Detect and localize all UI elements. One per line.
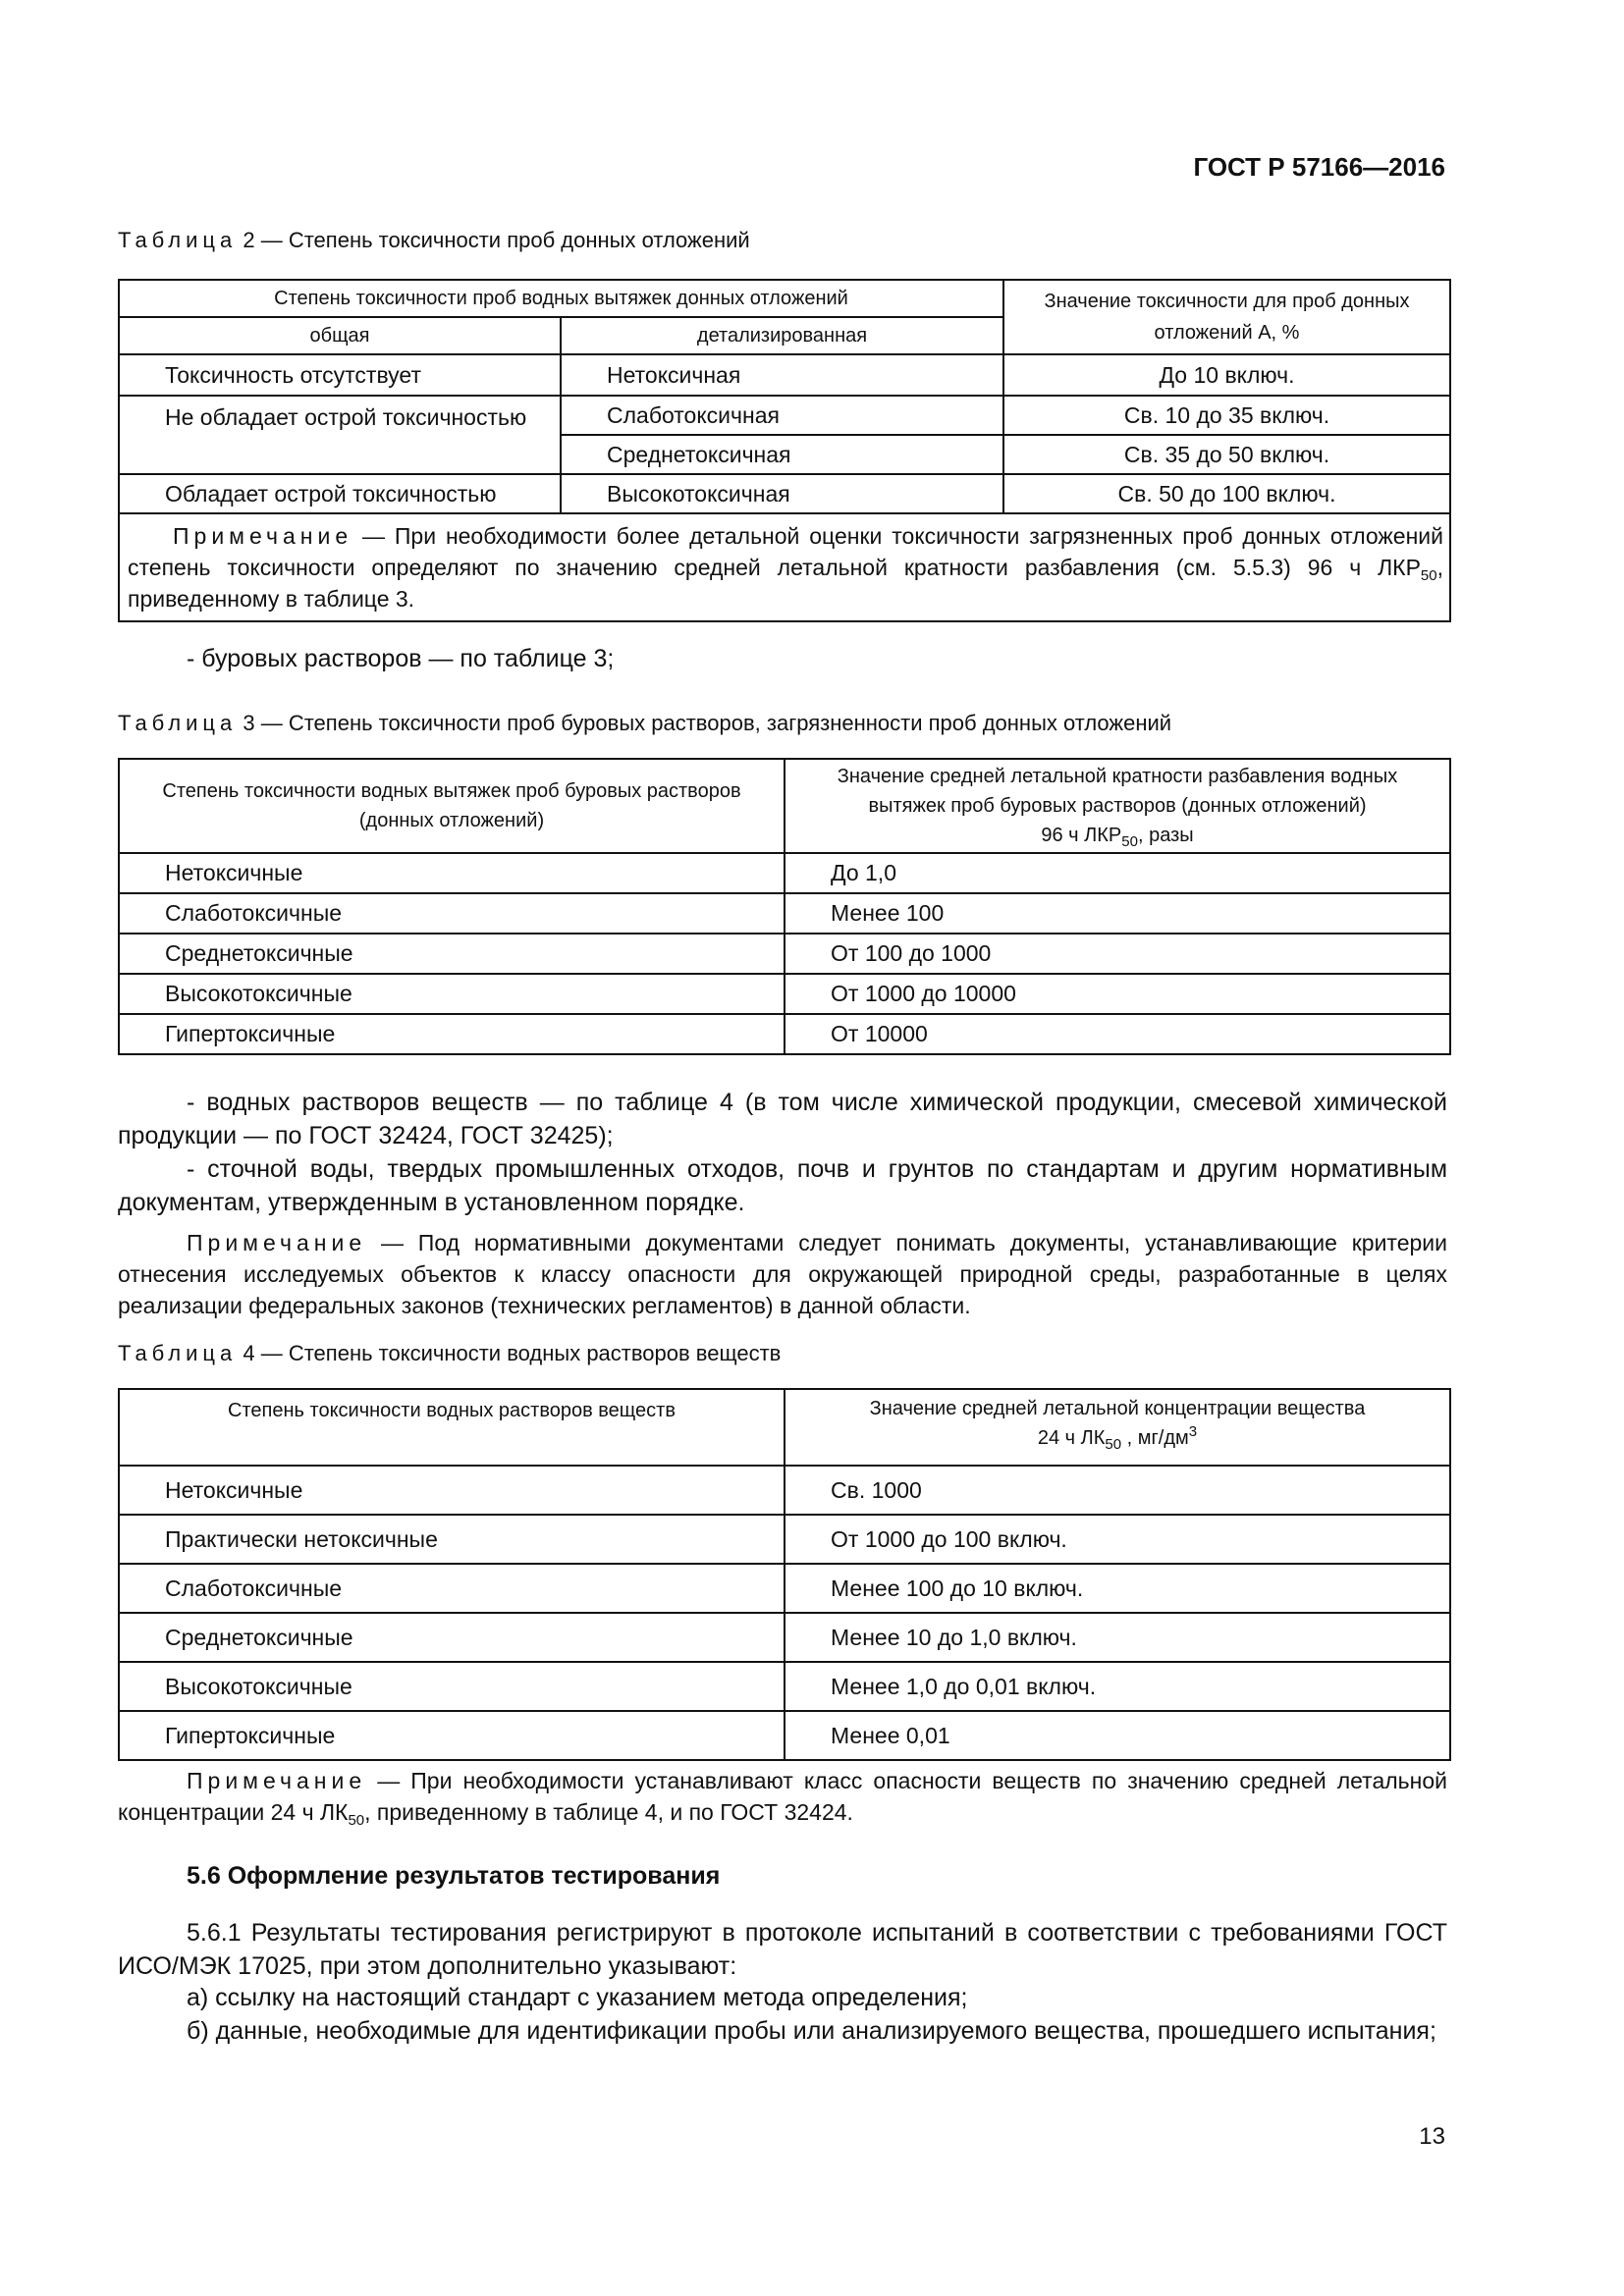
table3-head-degree: Степень токсичности водных вытяжек проб буровых растворов (донных отложений) <box>119 759 785 853</box>
table3-cell-value: До 1,0 <box>785 853 1450 893</box>
table3-cell-degree: Гипертоксичные <box>119 1014 785 1054</box>
table2-head-group: Степень токсичности проб водных вытяжек донных отложений <box>119 280 1003 317</box>
table3-cell-degree: Среднетоксичные <box>119 934 785 974</box>
table2-head-value: Значение токсичности для проб донных отложений А, % <box>1003 280 1450 354</box>
table4-cell-degree: Высокотоксичные <box>119 1662 785 1711</box>
table2-head-general: общая <box>119 317 561 354</box>
table-row <box>119 853 1450 893</box>
table3-caption <box>118 711 1171 736</box>
table2-caption-label: Таблица <box>118 228 238 252</box>
table4-head-degree: Степень токсичности водных растворов веществ <box>119 1389 785 1466</box>
table-row <box>119 1662 1450 1711</box>
table3-cell-value: От 100 до 1000 <box>785 934 1450 974</box>
table-row <box>119 474 1450 513</box>
table3-head-value-text: Значение средней летальной кратности разбавления водных вытяжек проб буровых растворов (донных отложений) <box>837 766 1398 817</box>
table3-cell-degree: Высокотоксичные <box>119 974 785 1014</box>
table2-caption-title: 2 — Степень токсичности проб донных отложений <box>237 228 750 252</box>
note-text: — При необходимости устанавливают класс опасности веществ по значению средней летальной концентрации 24 ч ЛК <box>118 1768 1447 1825</box>
table3-cell-degree: Нетоксичные <box>119 853 785 893</box>
table-row <box>119 354 1450 396</box>
table2-cell-detailed: Нетоксичная <box>561 354 1003 396</box>
table4-caption <box>118 1341 781 1366</box>
table-row <box>119 1711 1450 1760</box>
table3-head-value-subscript: 50 <box>1121 833 1138 850</box>
table4-cell-value: От 1000 до 100 включ. <box>785 1515 1450 1564</box>
table4-cell-value: Менее 100 до 10 включ. <box>785 1564 1450 1613</box>
table3-cell-degree: Слаботоксичные <box>119 893 785 934</box>
note-subscript: 50 <box>348 1812 365 1829</box>
table-row <box>119 934 1450 974</box>
table-row <box>119 396 1450 435</box>
table2-caption <box>118 228 750 253</box>
note-label: Примечание <box>187 1768 367 1793</box>
note-hazard-class <box>118 1765 1447 1828</box>
table3-cell-value: От 1000 до 10000 <box>785 974 1450 1014</box>
table-row <box>119 1613 1450 1662</box>
table4-cell-value: Менее 0,01 <box>785 1711 1450 1760</box>
table-row <box>119 1564 1450 1613</box>
table2-cell-detailed: Среднетоксичная <box>561 435 1003 474</box>
table4-cell-degree: Среднетоксичные <box>119 1613 785 1662</box>
section-heading: 5.6 Оформление результатов тестирования <box>187 1862 721 1890</box>
table-row <box>119 893 1450 934</box>
table4-cell-value: Св. 1000 <box>785 1466 1450 1515</box>
table4-caption-title: 4 — Степень токсичности водных растворов веществ <box>237 1341 782 1365</box>
table3-cell-value: Менее 100 <box>785 893 1450 934</box>
table3-cell-value: От 10000 <box>785 1014 1450 1054</box>
table4-cell-value: Менее 1,0 до 0,01 включ. <box>785 1662 1450 1711</box>
table2-note-subscript: 50 <box>1420 567 1437 584</box>
table4-head-value-suffix: , мг/дм <box>1121 1427 1189 1449</box>
note-text: — Под нормативными документами следует понимать документы, устанавливающие критерии отнесения исследуемых объектов к классу опасности для окружающей природной среды, разработанные в целях реализации федеральных законов (технических регламентов) в данной области. <box>118 1230 1447 1318</box>
table-4 <box>118 1388 1451 1761</box>
table2-note-text: — При необходимости более детальной оценки токсичности загрязненных проб донных отложений степень токсичности определяют по значению средней летальной кратности разбавления (см. 5.5.3) 96 ч ЛКР <box>128 523 1443 580</box>
table2-cell-detailed: Слаботоксичная <box>561 396 1003 435</box>
section-paragraph: 5.6.1 Результаты тестирования регистрируют в протоколе испытаний в соответствии с требованиями ГОСТ ИСО/МЭК 17025, при этом дополнительно указывают: <box>118 1919 1447 1980</box>
table2-note-end: , приведенному в таблице 3. <box>128 555 1443 612</box>
table2-cell-value: Св. 50 до 100 включ. <box>1003 474 1450 513</box>
table3-caption-title: 3 — Степень токсичности проб буровых растворов, загрязненности проб донных отложений <box>237 711 1172 735</box>
table4-head-value <box>785 1389 1450 1466</box>
table2-cell-value: Св. 35 до 50 включ. <box>1003 435 1450 474</box>
note-normative-documents <box>118 1227 1447 1321</box>
list-item-b: б) данные, необходимые для идентификации пробы или анализируемого вещества, прошедшего испытания; <box>187 2017 1436 2045</box>
bullet-waste: - сточной воды, твердых промышленных отходов, почв и грунтов по стандартам и другим нормативным документам, утвержденным в установленном порядке. <box>118 1155 1447 1216</box>
table4-cell-degree: Слаботоксичные <box>119 1564 785 1613</box>
table2-note-row <box>119 513 1450 621</box>
table-row <box>119 974 1450 1014</box>
table4-cell-degree: Нетоксичные <box>119 1466 785 1515</box>
table2-cell-general: Обладает острой токсичностью <box>119 474 561 513</box>
table2-cell-general: Токсичность отсутствует <box>119 354 561 396</box>
table3-caption-label: Таблица <box>118 711 238 735</box>
page-number: 13 <box>1419 2123 1445 2150</box>
table-3 <box>118 758 1451 1055</box>
table-row <box>119 1466 1450 1515</box>
table2-cell-value: Св. 10 до 35 включ. <box>1003 396 1450 435</box>
table3-head-value <box>785 759 1450 853</box>
table2-cell-general: Не обладает острой токсичностью <box>119 396 561 474</box>
note-label: Примечание <box>187 1230 367 1255</box>
document-code: ГОСТ Р 57166—2016 <box>1193 152 1445 182</box>
table4-cell-degree: Практически нетоксичные <box>119 1515 785 1564</box>
table2-cell-value: До 10 включ. <box>1003 354 1450 396</box>
bullet-water-solutions: - водных растворов веществ — по таблице 4 (в том числе химической продукции, смесевой химической продукции — по ГОСТ 32424, ГОСТ 32425); <box>118 1089 1447 1149</box>
table2-head-detailed: детализированная <box>561 317 1003 354</box>
table2-note-label: Примечание <box>173 523 353 549</box>
table4-head-value-subscript: 50 <box>1105 1436 1122 1453</box>
table3-head-value-unit: 96 ч ЛКР <box>1041 825 1122 846</box>
table3-head-value-suffix: , разы <box>1137 825 1194 846</box>
table4-head-value-unit: 24 ч ЛК <box>1037 1427 1106 1449</box>
table4-head-value-superscript: 3 <box>1188 1423 1198 1440</box>
table-row <box>119 1014 1450 1054</box>
list-item-a: а) ссылку на настоящий стандарт с указанием метода определения; <box>187 1984 968 2011</box>
table-2 <box>118 279 1451 622</box>
bullet-drilling-fluids: - буровых растворов — по таблице 3; <box>187 645 615 672</box>
table2-cell-detailed: Высокотоксичная <box>561 474 1003 513</box>
table4-cell-value: Менее 10 до 1,0 включ. <box>785 1613 1450 1662</box>
table-row <box>119 1515 1450 1564</box>
table4-cell-degree: Гипертоксичные <box>119 1711 785 1760</box>
note-end: , приведенному в таблице 4, и по ГОСТ 32424. <box>364 1799 853 1825</box>
table4-head-value-text: Значение средней летальной концентрации вещества <box>869 1398 1366 1419</box>
table2-note <box>119 513 1450 621</box>
table4-caption-label: Таблица <box>118 1341 238 1365</box>
